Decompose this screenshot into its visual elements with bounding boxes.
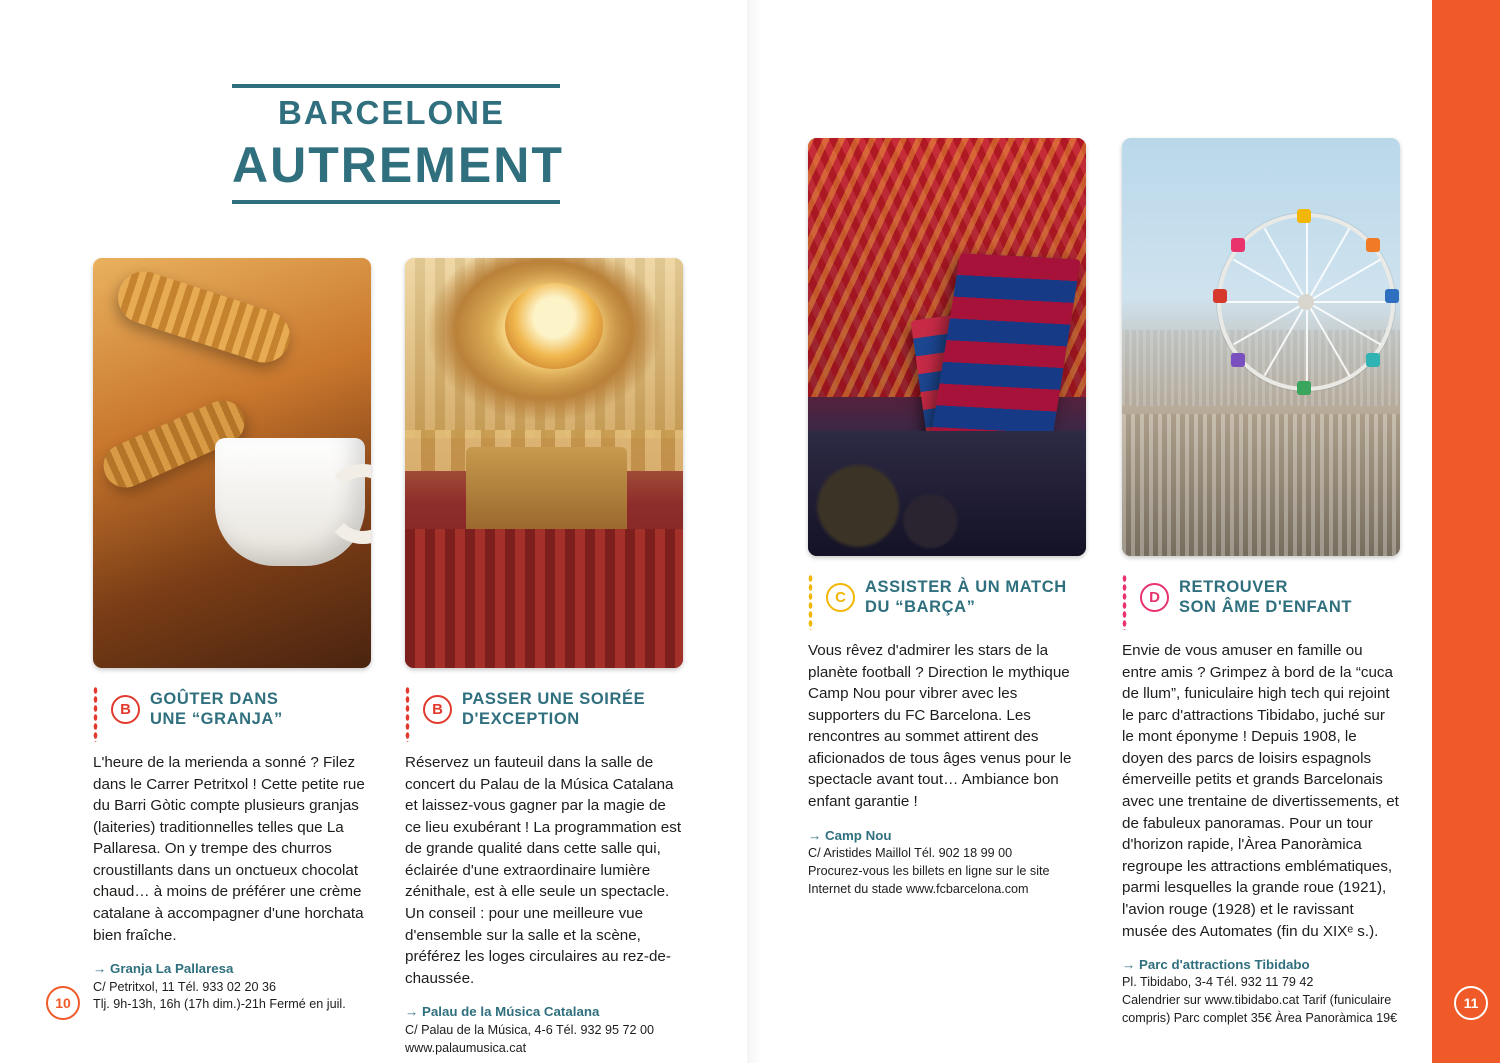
section-heading-text [1179, 577, 1352, 617]
section-heading [1122, 574, 1400, 620]
page-number-right: 11 [1454, 986, 1488, 1020]
listing [808, 827, 1086, 899]
badge-letter-icon: B [111, 695, 140, 724]
title-rule-bottom [232, 200, 560, 204]
section-heading [93, 686, 371, 732]
listing-detail-2[interactable]: Procurez-vous les billets en ligne sur le site Internet du stade www.fcbarcelona.com [808, 863, 1050, 896]
book-spine-shadow [747, 0, 761, 1063]
dotted-marker-icon [808, 574, 813, 630]
section-palau [405, 258, 683, 1057]
dotted-marker-icon [1122, 574, 1127, 630]
listing-name: → Camp Nou [808, 827, 892, 843]
barca-supporters-photo [808, 138, 1086, 556]
heading-line-1: ASSISTER À UN MATCH [865, 577, 1067, 596]
heading-line-2: UNE “GRANJA” [150, 710, 283, 728]
section-heading [405, 686, 683, 732]
badge-letter-icon: C [826, 583, 855, 612]
section-body: Envie de vous amuser en famille ou entre amis ? Grimpez à bord de la “cuca de llum”, funiculaire high tech qui rejoint le parc d'attractions Tibidabo, juché sur le mont éponyme ! Depuis 1908, le doyen des parcs de loisirs espagnols émerveille petits et grands Barcelonais avec une trentaine de divertissements, et de fabuleux panoramas. Pour un tour d'horizon rapide, l'Àrea Panoràmica regroupe les attractions emblématiques, parmi lesquelles la grande roue (1921), l'avion rouge (1928) et le ravissant musée des Automates (fin du XIXᵉ s.). [1122, 642, 1399, 940]
listing-detail-1: C/ Aristides Maillol Tél. 902 18 99 00 [808, 845, 1013, 860]
heading-line-2: DU “BARÇA” [865, 598, 976, 616]
listing-detail-2[interactable]: Calendrier sur www.tibidabo.cat Tarif (funiculaire compris) Parc complet 35€ Àrea Panoràmica 19€ [1122, 993, 1398, 1026]
listing [405, 1003, 683, 1057]
heading-line-2: D'EXCEPTION [462, 710, 580, 728]
churros-photo [93, 258, 371, 668]
page-number-left: 10 [46, 986, 80, 1020]
section-heading-text [150, 689, 283, 729]
badge-letter-icon: B [423, 695, 452, 724]
section-heading-text [865, 577, 1067, 617]
dotted-marker-icon [405, 686, 410, 742]
palau-photo [405, 258, 683, 668]
listing-name: → Parc d'attractions Tibidabo [1122, 957, 1310, 973]
heading-line-2: SON ÂME D'ENFANT [1179, 598, 1353, 616]
section-granja [93, 258, 371, 1014]
page-edge-orange-band [1432, 0, 1500, 1063]
heading-line-1: RETROUVER [1179, 577, 1288, 596]
listing-name: → Palau de la Música Catalana [405, 1004, 600, 1020]
listing [93, 960, 371, 1014]
heading-line-1: GOÛTER DANS [150, 689, 279, 708]
listing-name: → Granja La Pallaresa [93, 961, 234, 977]
title-line-2: AUTREMENT [232, 137, 564, 193]
section-body: L'heure de la merienda a sonné ? Filez dans le Carrer Petritxol ! Cette petite rue du Barri Gòtic compte plusieurs granjas (laiteries) traditionnelles telles que La Pallaresa. On y trempe des churros croustillants dans un onctueux chocolat chaud… à moins de préférer une crème catalane à accompagner d'une horchata bien fraîche. [93, 754, 365, 944]
title-line-1: BARCELONE [278, 94, 506, 131]
dotted-marker-icon [93, 686, 98, 742]
listing [1122, 956, 1400, 1028]
listing-detail-1: C/ Palau de la Música, 4-6 Tél. 932 95 72 00 [405, 1022, 654, 1037]
heading-line-1: PASSER UNE SOIRÉE [462, 689, 646, 708]
listing-detail-2[interactable]: www.palaumusica.cat [405, 1040, 527, 1055]
section-barca [808, 138, 1086, 899]
tibidabo-photo [1122, 138, 1400, 556]
page-title [232, 84, 562, 204]
section-heading-text [462, 689, 645, 729]
section-body: Vous rêvez d'admirer les stars de la planète football ? Direction le mythique Camp Nou pour vibrer avec les supporters du FC Barcelona. Les rencontres au sommet attirent des aficionados de tous âges venus pour le spectacle avant tout… Ambiance bon enfant garantie ! [808, 642, 1072, 811]
section-heading [808, 574, 1086, 620]
listing-detail-1: Pl. Tibidabo, 3-4 Tél. 932 11 79 42 [1122, 975, 1314, 990]
section-body: Réservez un fauteuil dans la salle de concert du Palau de la Música Catalana et laissez-vous gagner par la magie de ce lieu exubérant ! La programmation est de grande qualité dans cette salle qui, éclairée d'une extraordinaire lumière zénithale, est à elle seule un spectacle. Un conseil : pour une meilleure vue d'ensemble sur la salle et la scène, préférez les loges circulaires au rez-de-chaussée. [405, 754, 682, 987]
listing-detail-1: C/ Petritxol, 11 Tél. 933 02 20 36 [93, 979, 276, 994]
listing-detail-2: Tlj. 9h-13h, 16h (17h dim.)-21h Fermé en juil. [93, 997, 346, 1012]
section-tibidabo [1122, 138, 1400, 1028]
ferris-wheel-icon [1217, 213, 1395, 391]
badge-letter-icon: D [1140, 583, 1169, 612]
